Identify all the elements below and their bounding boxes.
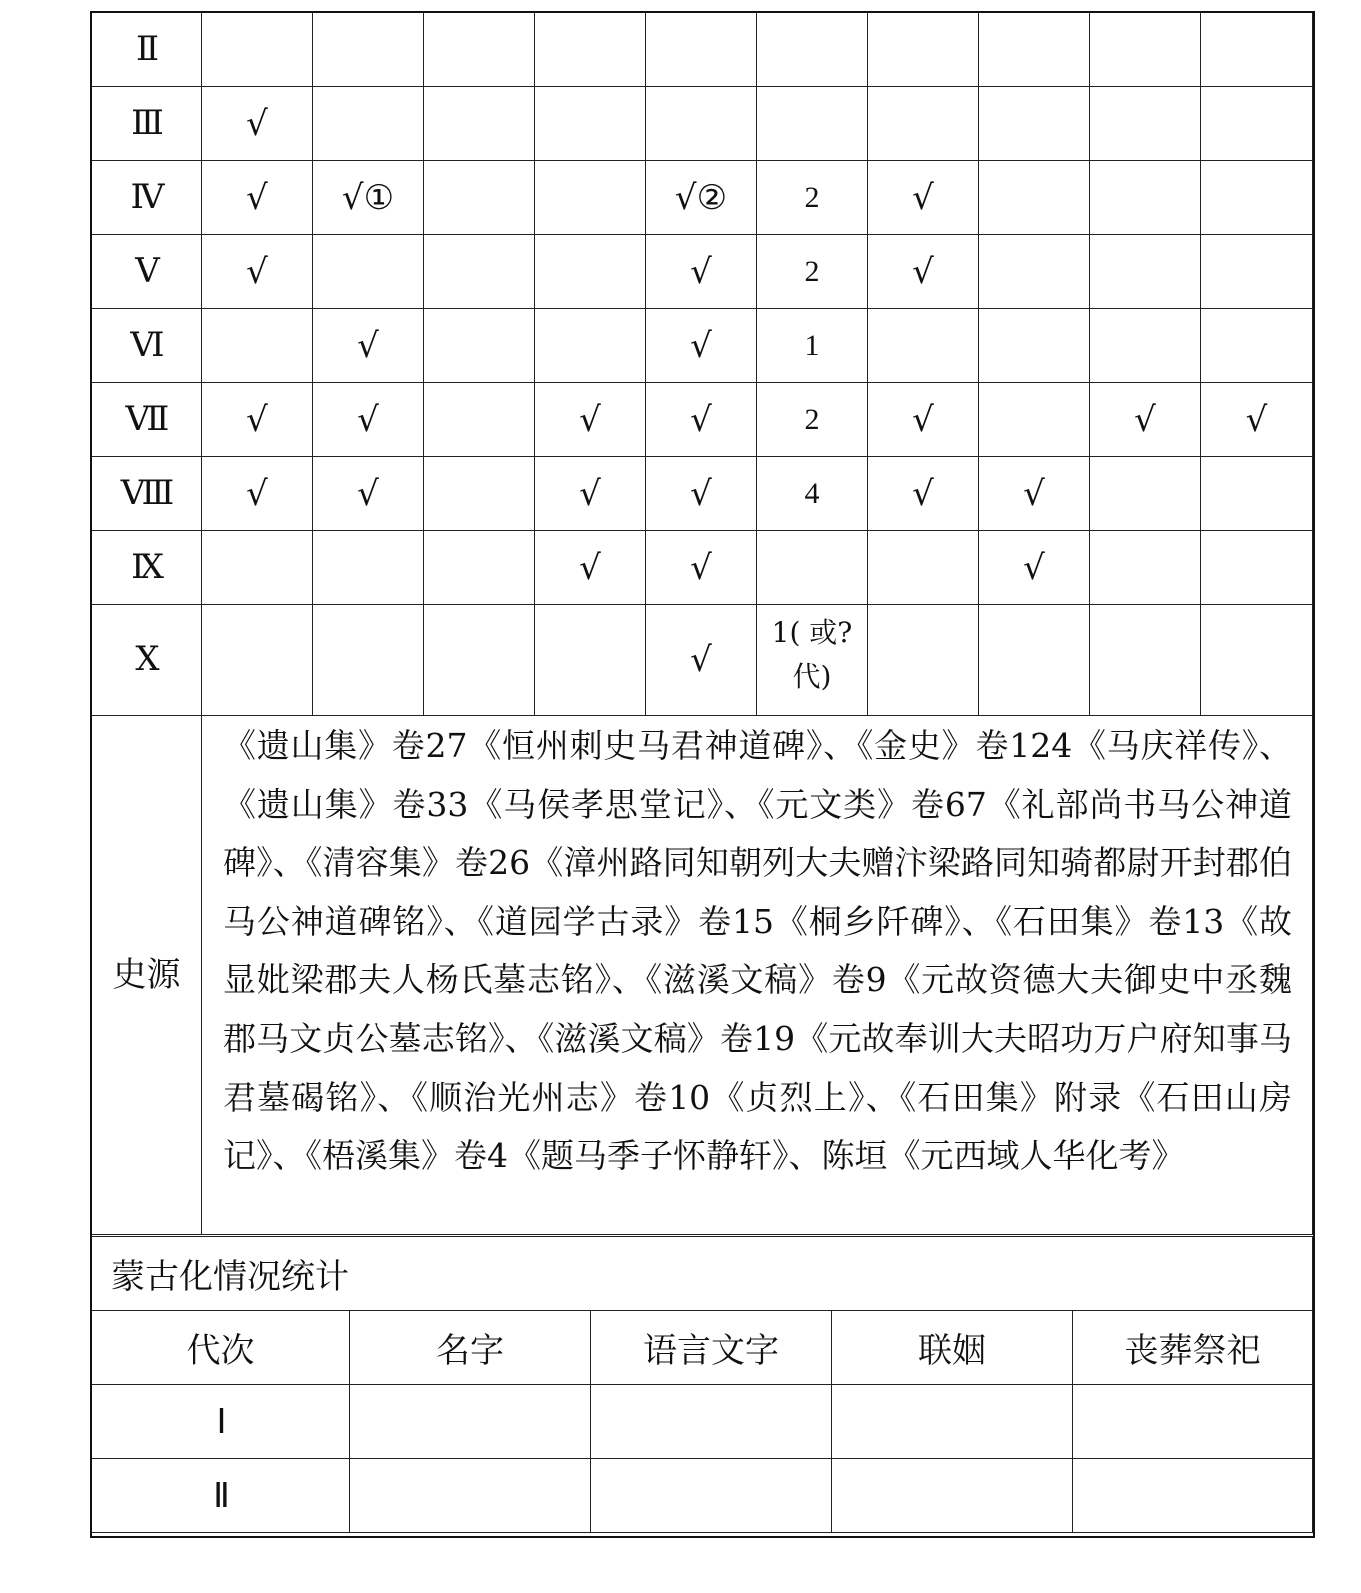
table-cell: 4: [757, 457, 868, 531]
table-cell: √②: [646, 161, 757, 235]
table-cell: [313, 87, 424, 161]
table-row: [92, 531, 1313, 605]
table-cell: √: [646, 457, 757, 531]
table-cell: [424, 161, 535, 235]
table-cell: [313, 235, 424, 309]
table-cell: [979, 605, 1090, 716]
table-cell: [202, 605, 313, 716]
mongolization-title-row: [92, 1237, 1313, 1311]
header-language: 语言文字: [591, 1311, 832, 1385]
table-cell: [424, 13, 535, 87]
table-cell: [646, 87, 757, 161]
table-row: [92, 13, 1313, 87]
table-cell: √: [313, 383, 424, 457]
table-cell: [1201, 87, 1313, 161]
table-cell: √: [313, 309, 424, 383]
table-row: [92, 1385, 1313, 1459]
table-cell: √: [202, 383, 313, 457]
table-cell: [757, 87, 868, 161]
table-cell: 1( 或?代): [757, 605, 868, 716]
table-cell: [202, 531, 313, 605]
table-cell: [424, 383, 535, 457]
table-row: [92, 161, 1313, 235]
generation-label: Ⅳ: [92, 161, 202, 235]
table-cell: [868, 531, 979, 605]
table-cell: √: [868, 457, 979, 531]
table-cell: [591, 1459, 832, 1533]
table-row: [92, 1459, 1313, 1533]
table-cell: √: [646, 531, 757, 605]
table-cell: [1090, 87, 1201, 161]
table-row: [92, 457, 1313, 531]
table-cell: 2: [757, 383, 868, 457]
table-cell: [1073, 1385, 1313, 1459]
table-cell: [424, 531, 535, 605]
table-cell: [313, 13, 424, 87]
table-cell: [1201, 457, 1313, 531]
table-cell: [1090, 605, 1201, 716]
table-cell: [1090, 531, 1201, 605]
table-cell: [424, 605, 535, 716]
table-cell: √: [868, 161, 979, 235]
table-cell: 2: [757, 161, 868, 235]
table-cell: [1201, 235, 1313, 309]
generation-label: Ⅰ: [92, 1385, 350, 1459]
table-cell: [979, 161, 1090, 235]
table-cell: [868, 13, 979, 87]
table-cell: [1201, 161, 1313, 235]
table-cell: √: [979, 531, 1090, 605]
table-cell: 2: [757, 235, 868, 309]
table-cell: [1201, 309, 1313, 383]
table-cell: [535, 87, 646, 161]
table-row: [92, 87, 1313, 161]
table-cell: [535, 235, 646, 309]
table-cell: [1201, 605, 1313, 716]
table-cell: √: [646, 605, 757, 716]
table-cell: [424, 87, 535, 161]
table-row: [92, 383, 1313, 457]
table-cell: [832, 1385, 1073, 1459]
table-row: [92, 235, 1313, 309]
table-cell: [591, 1385, 832, 1459]
table-cell: [424, 309, 535, 383]
table-cell: [1090, 457, 1201, 531]
table-cell: [202, 13, 313, 87]
table-cell: [979, 235, 1090, 309]
table-cell: [313, 605, 424, 716]
table-row: [92, 605, 1313, 716]
table-cell: √: [535, 531, 646, 605]
generation-label: Ⅷ: [92, 457, 202, 531]
table-cell: [424, 235, 535, 309]
table-cell: [1073, 1459, 1313, 1533]
table-cell: [979, 13, 1090, 87]
table-cell: [1090, 13, 1201, 87]
table-cell: [868, 309, 979, 383]
table-cell: √: [868, 235, 979, 309]
table-cell: √: [646, 235, 757, 309]
table-cell: [868, 87, 979, 161]
table-cell: [535, 309, 646, 383]
table-cell: [832, 1459, 1073, 1533]
table-cell: √: [202, 457, 313, 531]
table-cell: √: [202, 235, 313, 309]
table-cell: [202, 309, 313, 383]
table-cell: [979, 383, 1090, 457]
table-cell: √: [979, 457, 1090, 531]
mongolization-header-row: [92, 1311, 1313, 1385]
generation-grid: [91, 12, 1313, 1235]
generation-label: Ⅸ: [92, 531, 202, 605]
header-generation: 代次: [92, 1311, 350, 1385]
table-cell: √①: [313, 161, 424, 235]
table-cell: [1090, 235, 1201, 309]
table-cell: √: [202, 161, 313, 235]
mongolization-title: 蒙古化情况统计: [92, 1237, 1313, 1311]
table-cell: [350, 1385, 591, 1459]
sources-row: [92, 716, 1313, 1235]
table-cell: [313, 531, 424, 605]
table-cell: [1201, 13, 1313, 87]
table-cell: [1090, 309, 1201, 383]
table-cell: [646, 13, 757, 87]
table-cell: [535, 605, 646, 716]
table-cell: [535, 13, 646, 87]
sources-label: 史源: [92, 716, 202, 1235]
generation-label: Ⅵ: [92, 309, 202, 383]
table-cell: [979, 87, 1090, 161]
table-cell: √: [535, 383, 646, 457]
header-marriage: 联姻: [832, 1311, 1073, 1385]
table-cell: √: [535, 457, 646, 531]
table-cell: [350, 1459, 591, 1533]
table-cell: √: [202, 87, 313, 161]
table-cell: [1090, 161, 1201, 235]
table-cell: [868, 605, 979, 716]
table-cell: √: [868, 383, 979, 457]
table-cell: [424, 457, 535, 531]
header-name: 名字: [350, 1311, 591, 1385]
generation-label: Ⅲ: [92, 87, 202, 161]
sources-text: 《遗山集》卷27《恒州刺史马君神道碑》、《金史》卷124《马庆祥传》、《遗山集》卷33《马侯孝思堂记》、《元文类》卷67《礼部尚书马公神道碑》、《清容集》卷26《漳州路同知朝列大夫赠汴梁路同知骑都尉开封郡伯马公神道碑铭》、《道园学古录》卷15《桐乡阡碑》、《石田集》卷13《故显妣梁郡夫人杨氏墓志铭》、《滋溪文稿》卷9《元故资德大夫御史中丞魏郡马文贞公墓志铭》、《滋溪文稿》卷19《元故奉训大夫昭功万户府知事马君墓碣铭》、《顺治光州志》卷10《贞烈上》、《石田集》附录《石田山房记》、《梧溪集》卷4《题马季子怀静轩》、陈垣《元西域人华化考》: [202, 716, 1313, 1235]
mongolization-table: [91, 1236, 1313, 1533]
header-funeral: 丧葬祭祀: [1073, 1311, 1313, 1385]
generation-label: Ⅶ: [92, 383, 202, 457]
table-cell: [535, 161, 646, 235]
generation-label: Ⅴ: [92, 235, 202, 309]
generation-label: Ⅱ: [92, 1459, 350, 1533]
table-cell: 1: [757, 309, 868, 383]
table-cell: [979, 309, 1090, 383]
table-cell: [1201, 531, 1313, 605]
table-cell: [757, 13, 868, 87]
table-cell: √: [1201, 383, 1313, 457]
table-cell: √: [1090, 383, 1201, 457]
table-cell: √: [313, 457, 424, 531]
table-cell: √: [646, 383, 757, 457]
table-cell: [757, 531, 868, 605]
generation-label: Ⅹ: [92, 605, 202, 716]
table-cell: √: [646, 309, 757, 383]
table-row: [92, 309, 1313, 383]
generation-label: Ⅱ: [92, 13, 202, 87]
